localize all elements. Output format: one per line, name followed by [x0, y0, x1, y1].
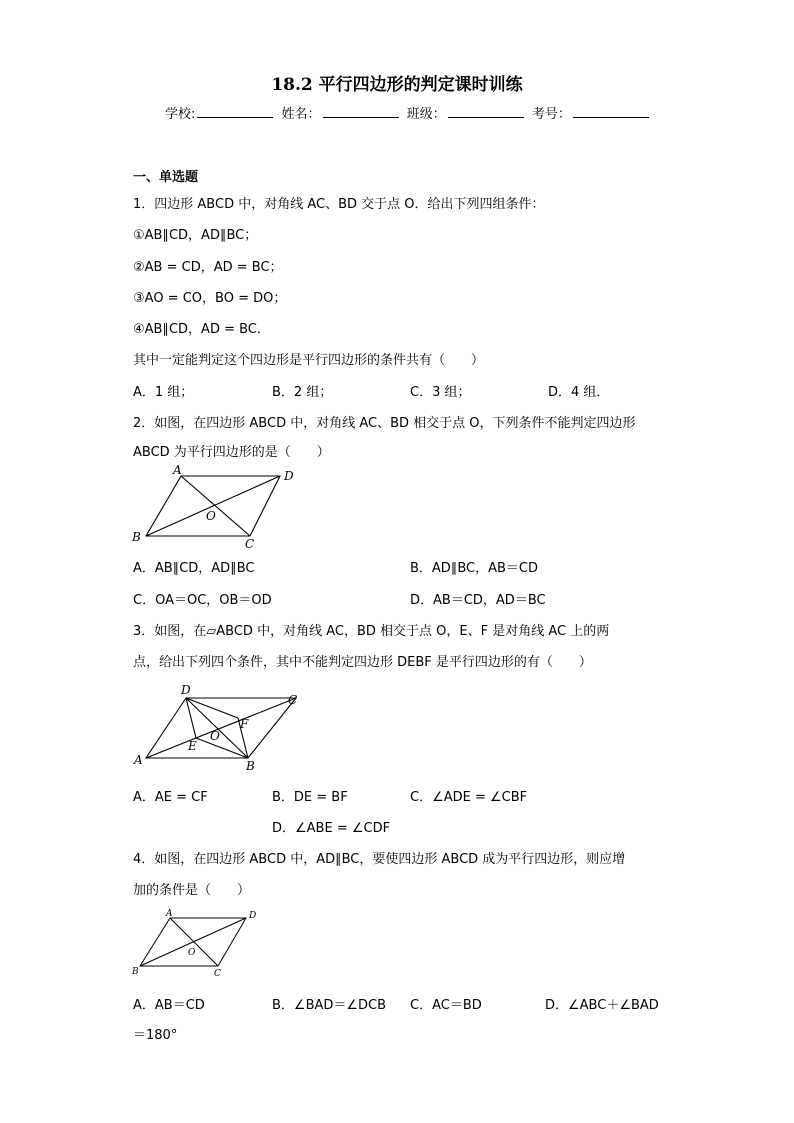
section-title: 一、单选题 — [133, 170, 199, 185]
name-label: 姓名： — [281, 107, 321, 122]
q3-option-a[interactable]: A．AE = CF — [133, 790, 208, 805]
q2-label-b: B — [132, 530, 141, 544]
q2-diagonal-bd — [146, 476, 280, 536]
q3-option-d[interactable]: D．∠ABE = ∠CDF — [272, 821, 391, 836]
q3-segment-eb — [196, 738, 248, 758]
q1-question: 其中一定能判定这个四边形是平行四边形的条件共有（ ） — [133, 353, 485, 368]
q3-label-c: C — [288, 693, 298, 707]
q4-figure — [128, 906, 268, 982]
student-info-line — [165, 103, 653, 122]
q3-option-b[interactable]: B．DE = BF — [272, 790, 348, 805]
q2-stem-line2: ABCD 为平行四边形的是（ ） — [133, 445, 330, 460]
q2-label-a: A — [173, 463, 182, 477]
school-label: 学校: — [165, 107, 196, 122]
q2-figure — [128, 462, 308, 550]
q4-option-d[interactable]: D．∠ABC＋∠BAD — [545, 998, 659, 1013]
q2-label-d: D — [284, 469, 294, 483]
q4-stem-line1: 4．如图，在四边形 ABCD 中，AD∥BC，要使四边形 ABCD 成为平行四边形，则应增 — [133, 852, 626, 867]
q3-stem-line2: 点，给出下列四个条件，其中不能判定四边形 DEBF 是平行四边形的有（ ） — [133, 655, 592, 670]
q1-condition-4: ④AB∥CD，AD = BC． — [133, 322, 270, 337]
q3-label-a: A — [134, 753, 143, 767]
q2-diagonal-ac — [181, 476, 250, 536]
q1-condition-1: ①AB∥CD，AD∥BC； — [133, 228, 258, 243]
number-blank[interactable] — [573, 105, 649, 118]
q3-diagonal-ac — [146, 698, 296, 758]
q4-label-b: B — [132, 967, 139, 977]
q1-stem: 1．四边形 ABCD 中，对角线 AC、BD 交于点 O．给出下列四组条件： — [133, 197, 545, 212]
q3-label-f: F — [240, 717, 249, 731]
number-label: 考号： — [531, 107, 571, 122]
q1-option-d[interactable]: D．4 组． — [548, 385, 610, 400]
q3-figure — [128, 680, 308, 772]
q1-option-b[interactable]: B．2 组； — [272, 385, 333, 400]
q3-label-o: O — [210, 729, 220, 743]
q3-segment-de — [186, 698, 196, 738]
class-label: 班级： — [406, 107, 446, 122]
q4-stem-line2: 加的条件是（ ） — [133, 883, 251, 898]
name-blank[interactable] — [323, 105, 399, 118]
class-blank[interactable] — [448, 105, 524, 118]
q4-label-d: D — [249, 911, 257, 921]
q4-option-c[interactable]: C．AC＝BD — [410, 998, 482, 1013]
q2-option-d[interactable]: D．AB＝CD，AD＝BC — [410, 593, 546, 608]
q4-label-a: A — [166, 909, 173, 919]
q2-option-a[interactable]: A．AB∥CD，AD∥BC — [133, 561, 255, 576]
q4-option-d-continued: ＝180° — [133, 1028, 178, 1043]
q2-stem-line1: 2．如图，在四边形 ABCD 中，对角线 AC、BD 相交于点 O，下列条件不能判定四边形 — [133, 416, 636, 431]
q2-option-b[interactable]: B．AD∥BC，AB＝CD — [410, 561, 538, 576]
q3-option-c[interactable]: C．∠ADE = ∠CBF — [410, 790, 528, 805]
q4-option-b[interactable]: B．∠BAD＝∠DCB — [272, 998, 387, 1013]
q2-option-c[interactable]: C．OA＝OC，OB＝OD — [133, 593, 272, 608]
q3-label-b: B — [246, 759, 255, 772]
q4-label-o: O — [188, 948, 196, 958]
q4-label-c: C — [214, 969, 221, 979]
q4-option-a[interactable]: A．AB＝CD — [133, 998, 205, 1013]
q3-stem-line1: 3．如图，在▱ABCD 中，对角线 AC，BD 相交于点 O，E、F 是对角线 AC 上的两 — [133, 624, 610, 639]
q2-label-c: C — [245, 537, 255, 550]
q3-label-e: E — [188, 739, 197, 753]
q3-label-d: D — [181, 683, 191, 697]
q4-diagonal-bd — [140, 918, 246, 966]
page-title: 18.2 平行四边形的判定课时训练 — [271, 75, 523, 95]
q3-segment-df — [186, 698, 238, 718]
q2-label-o: O — [206, 509, 216, 523]
q1-option-a[interactable]: A．1 组； — [133, 385, 194, 400]
q1-condition-2: ②AB = CD，AD = BC； — [133, 260, 283, 275]
q1-option-c[interactable]: C．3 组； — [410, 385, 471, 400]
school-blank[interactable] — [197, 105, 273, 118]
q1-condition-3: ③AO = CO，BO = DO； — [133, 291, 287, 306]
